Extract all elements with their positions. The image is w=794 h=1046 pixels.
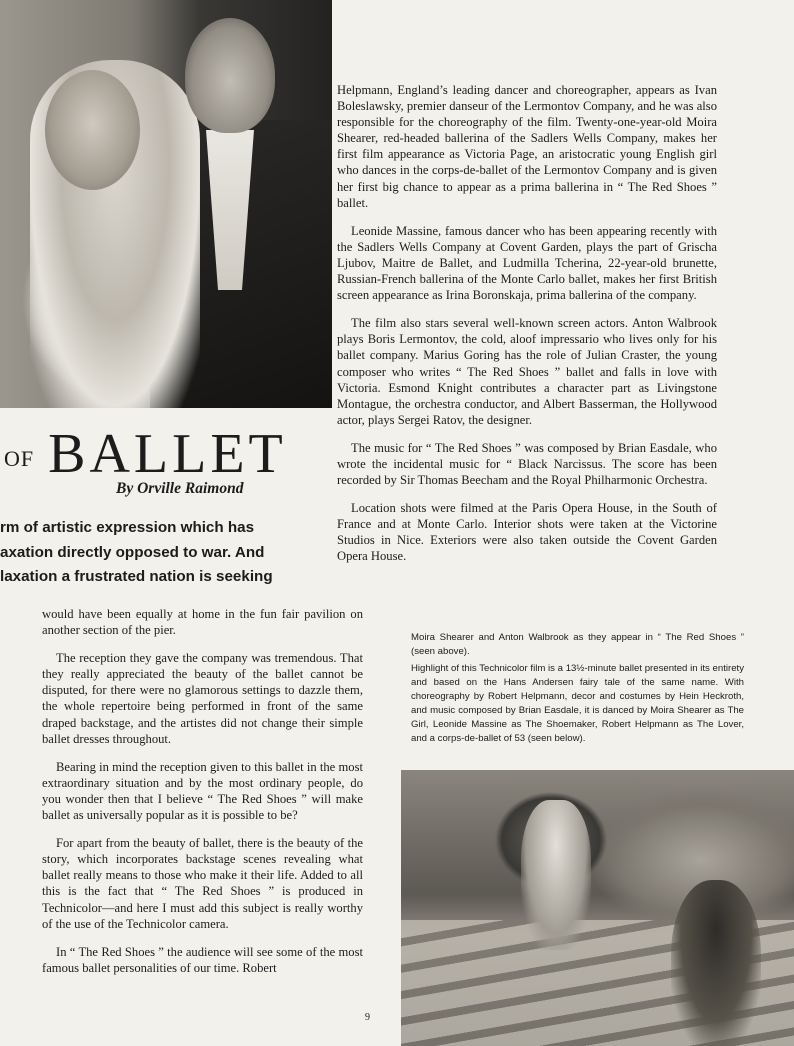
caption-line: Highlight of this Technicolor film is a 13½-minute ballet presented in its entirety and based on the Hans Andersen fairy tale of the same name. With choreography by Robert Helpmann, decor and costumes by Hein Heckroth, and music composed by Brian Easdale, it is danced by Moira Shearer as The Girl, Leonide Massine as The Shoemaker, Robert Helpmann as The Lover, and a corps-de-ballet of 53 (seen below). xyxy=(411,663,744,744)
paragraph: Location shots were filmed at the Paris Opera House, in the South of France and at Monte Carlo. Interior shots were taken at the Victorine Studios in Nice. Exteriors were also taken outside the Covent Garden Opera House. xyxy=(337,501,717,564)
headline-title: BALLET xyxy=(48,423,287,485)
paragraph: In “ The Red Shoes ” the audience will see some of the most famous ballet personalities of our time. Robert xyxy=(42,944,363,975)
intro-line: rm of artistic expression which has xyxy=(0,519,255,536)
intro-line: laxation a frustrated nation is seeking xyxy=(0,568,273,585)
photo-figure-ballerina xyxy=(671,880,761,1046)
byline: By Orville Raimond xyxy=(116,480,244,497)
right-column xyxy=(337,82,717,577)
photo-figure-woman-head xyxy=(45,70,140,190)
headline-prefix: OF xyxy=(4,446,35,471)
article-headline xyxy=(4,422,287,486)
paragraph: The film also stars several well-known screen actors. Anton Walbrook plays Boris Lermontov, the cold, aloof impressario who lives only for his ballet company. Marius Goring has the role of Julian Craster, the young composer who writes “ The Red Shoes ” ballet and falls in love with Victoria. Esmond Knight contributes a character part as Livingstone Montague, the orchestra conductor, and Albert Basserman, the Hollywood actor, plays Sergei Ratov, the designer. xyxy=(337,316,717,427)
paragraph: The music for “ The Red Shoes ” was composed by Brian Easdale, who wrote the incidental music for “ Black Narcissus. The score has been recorded by Sir Thomas Beecham and the Royal Philharmonic Orchestra. xyxy=(337,440,717,488)
paragraph: Leonide Massine, famous dancer who has been appearing recently with the Sadlers Wells Company at Covent Garden, plays the part of Grischa Ljubov, Maitre de Ballet, and Ludmilla Tcherina, 22-year-old brunette, Russian-French ballerina of the Monte Carlo ballet, makes her first British screen appearance as Irina Boronskaja, prima ballerina of the company. xyxy=(337,223,717,303)
paragraph: For apart from the beauty of ballet, there is the beauty of the story, which incorporates backstage scenes revealing what ballet really means to those who make it their life. Added to all this is the fact that “ The Red Shoes ” is produced in Technicolor—and here I must add this subject is really worthy of the use of the Technicolor camera. xyxy=(42,836,363,931)
intro-line: axation directly opposed to war. And xyxy=(0,543,265,561)
paragraph: Helpmann, England’s leading dancer and choreographer, appears as Ivan Boleslawsky, premier danseur of the Lermontov Company, and he was also responsible for the choreography of the film. Twenty-one-year-old Moira Shearer, red-headed ballerina of the Sadlers Wells Company, makes her first film appearance as Victoria Page, an aristocratic young English girl who dances in the corps-de-ballet of the Lermontov Company and is given her first big chance to appear as a prima ballerina in “ The Red Shoes ” ballet. xyxy=(337,83,717,210)
photo-figure-dancer xyxy=(521,800,591,950)
photo-figure-man-head xyxy=(185,18,275,133)
photo-caption xyxy=(411,631,744,749)
photo-ballet-scene xyxy=(401,770,794,1046)
paragraph: would have been equally at home in the fun fair pavilion on another section of the pier. xyxy=(42,607,363,638)
left-column xyxy=(42,606,363,988)
paragraph: Bearing in mind the reception given to this ballet in the most extraordinary situation and by the most ordinary people, do you wonder then that I believe “ The Red Shoes ” will make ballet as universally popular as it is possible to be? xyxy=(42,759,363,823)
paragraph: The reception they gave the company was tremendous. That they really appreciated the beauty of the ballet cannot be disputed, for there were no glamorous settings to dazzle them, the whole repertoire being performed in front of the same draped backstage, and the artistes did not change their simple ballet dresses throughout. xyxy=(42,651,363,746)
photo-shearer-walbrook xyxy=(0,0,332,408)
page-number: 9 xyxy=(365,1012,370,1023)
caption-line: Moira Shearer and Anton Walbrook as they appear in “ The Red Shoes ” (seen above). xyxy=(411,632,744,657)
intro-standfirst xyxy=(0,516,300,590)
